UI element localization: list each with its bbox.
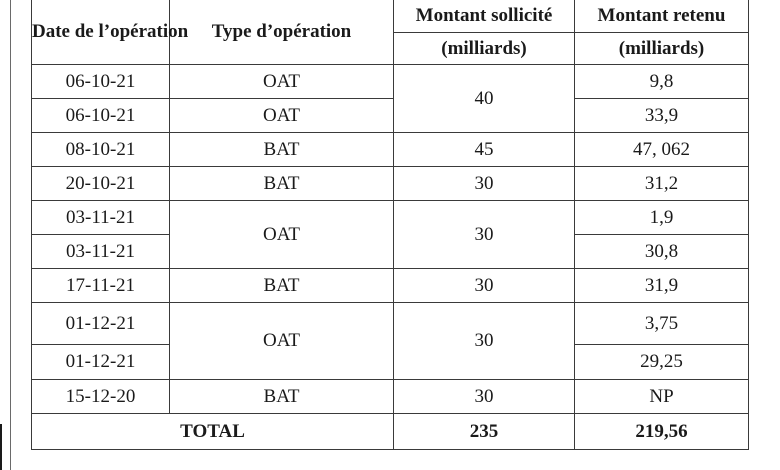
cell-sollicite: 30 bbox=[394, 167, 575, 201]
header-unit-retenu: (milliards) bbox=[575, 33, 749, 65]
cell-sollicite: 45 bbox=[394, 133, 575, 167]
header-montant-retenu: Montant retenu bbox=[575, 0, 749, 33]
cell-date: 06-10-21 bbox=[32, 65, 170, 99]
left-edge-mark bbox=[0, 424, 2, 470]
table-row bbox=[32, 303, 749, 345]
cell-retenu: NP bbox=[575, 380, 749, 414]
cell-sollicite: 30 bbox=[394, 269, 575, 303]
table-row bbox=[32, 99, 749, 133]
cell-retenu: 9,8 bbox=[575, 65, 749, 99]
table-row bbox=[32, 380, 749, 414]
cell-type: BAT bbox=[170, 133, 394, 167]
header-type: Type d’opération bbox=[170, 0, 394, 65]
cell-type: OAT bbox=[170, 65, 394, 99]
total-label: TOTAL bbox=[32, 414, 394, 450]
operations-table bbox=[31, 0, 749, 450]
cell-type: BAT bbox=[170, 167, 394, 201]
cell-type: BAT bbox=[170, 269, 394, 303]
table-row bbox=[32, 133, 749, 167]
table-row bbox=[32, 65, 749, 99]
cell-sollicite: 30 bbox=[394, 380, 575, 414]
cell-retenu: 3,75 bbox=[575, 303, 749, 345]
cell-date: 20-10-21 bbox=[32, 167, 170, 201]
cell-retenu: 47, 062 bbox=[575, 133, 749, 167]
cell-date: 15-12-20 bbox=[32, 380, 170, 414]
table-row bbox=[32, 269, 749, 303]
cell-retenu: 29,25 bbox=[575, 345, 749, 380]
cell-date: 03-11-21 bbox=[32, 201, 170, 235]
cell-type: OAT bbox=[170, 201, 394, 269]
cell-type: OAT bbox=[170, 303, 394, 380]
cell-type: OAT bbox=[170, 99, 394, 133]
cell-retenu: 1,9 bbox=[575, 201, 749, 235]
table-row bbox=[32, 201, 749, 235]
cell-date: 06-10-21 bbox=[32, 99, 170, 133]
header-unit-sollicite: (milliards) bbox=[394, 33, 575, 65]
cell-date: 03-11-21 bbox=[32, 235, 170, 269]
header-date: Date de l’opération bbox=[32, 0, 170, 65]
cell-type: BAT bbox=[170, 380, 394, 414]
total-retenu: 219,56 bbox=[575, 414, 749, 450]
cell-sollicite: 30 bbox=[394, 303, 575, 380]
cell-date: 01-12-21 bbox=[32, 345, 170, 380]
total-sollicite: 235 bbox=[394, 414, 575, 450]
table-row bbox=[32, 167, 749, 201]
cell-retenu: 31,2 bbox=[575, 167, 749, 201]
cell-date: 08-10-21 bbox=[32, 133, 170, 167]
page-margin-rule bbox=[10, 0, 11, 470]
cell-sollicite: 40 bbox=[394, 65, 575, 133]
cell-retenu: 30,8 bbox=[575, 235, 749, 269]
cell-retenu: 31,9 bbox=[575, 269, 749, 303]
cell-date: 17-11-21 bbox=[32, 269, 170, 303]
total-row bbox=[32, 414, 749, 450]
header-montant-sollicite: Montant sollicité bbox=[394, 0, 575, 33]
cell-date: 01-12-21 bbox=[32, 303, 170, 345]
cell-retenu: 33,9 bbox=[575, 99, 749, 133]
cell-sollicite: 30 bbox=[394, 201, 575, 269]
